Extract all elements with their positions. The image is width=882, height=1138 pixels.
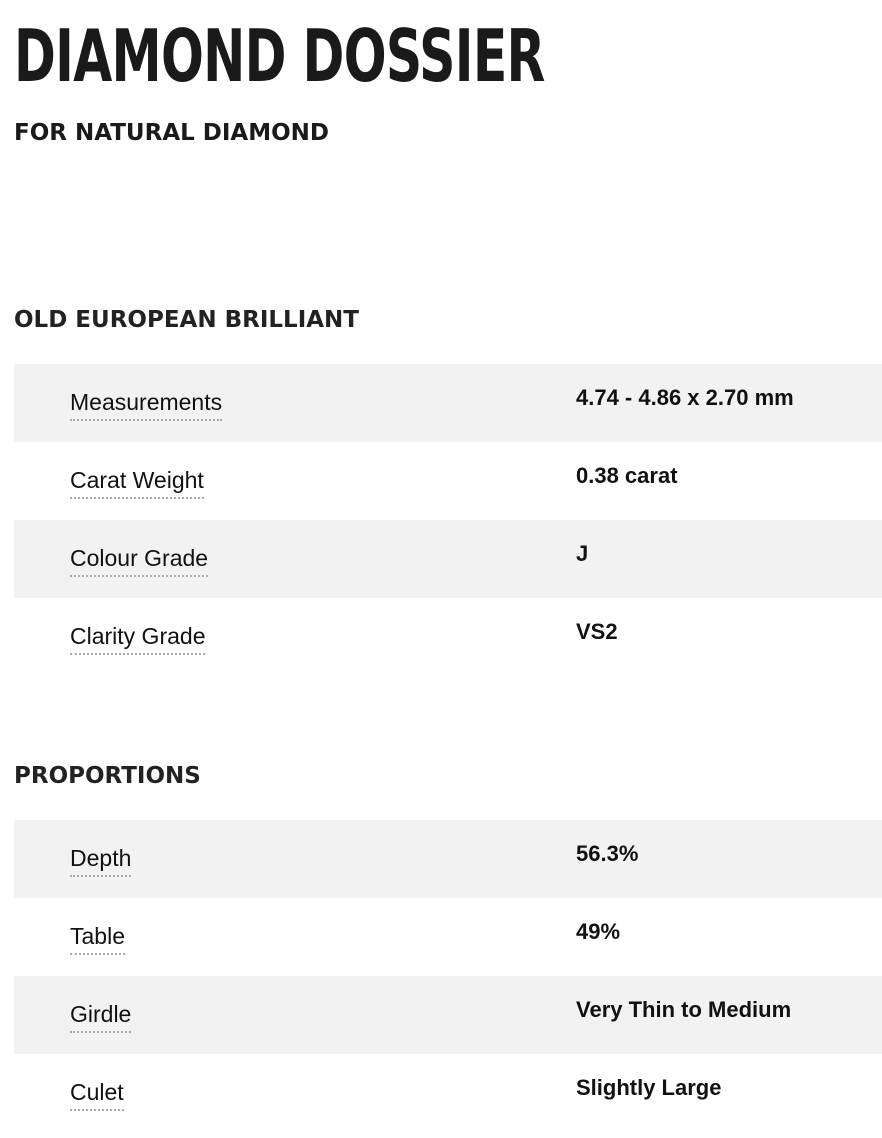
spec-label-girdle[interactable]: Girdle	[70, 1000, 131, 1033]
section-heading-proportions: PROPORTIONS	[14, 763, 201, 789]
spec-row-culet	[14, 1054, 882, 1132]
spec-row-depth	[14, 820, 882, 898]
spec-row-girdle	[14, 976, 882, 1054]
spec-label-culet[interactable]: Culet	[70, 1078, 124, 1111]
spec-label-clarity-grade[interactable]: Clarity Grade	[70, 622, 205, 655]
spec-table-proportions	[14, 820, 882, 1132]
spec-value-colour-grade: J	[576, 541, 589, 566]
spec-row-clarity-grade	[14, 598, 882, 676]
spec-value-table: 49%	[576, 919, 621, 944]
spec-row-colour-grade	[14, 520, 882, 598]
page-subtitle: FOR NATURAL DIAMOND	[14, 120, 330, 146]
spec-value-depth: 56.3%	[576, 841, 639, 866]
spec-label-measurements[interactable]: Measurements	[70, 388, 222, 421]
section-heading-cut: OLD EUROPEAN BRILLIANT	[14, 307, 359, 333]
spec-label-depth[interactable]: Depth	[70, 844, 131, 877]
spec-value-carat-weight: 0.38 carat	[576, 463, 678, 488]
spec-label-colour-grade[interactable]: Colour Grade	[70, 544, 208, 577]
spec-value-measurements: 4.74 - 4.86 x 2.70 mm	[576, 385, 794, 410]
spec-value-clarity-grade: VS2	[576, 619, 618, 644]
spec-label-table[interactable]: Table	[70, 922, 125, 955]
spec-label-carat-weight[interactable]: Carat Weight	[70, 466, 204, 499]
spec-value-culet: Slightly Large	[576, 1075, 722, 1100]
page-title: DIAMOND DOSSIER	[14, 14, 545, 98]
spec-row-table	[14, 898, 882, 976]
spec-row-measurements	[14, 364, 882, 442]
spec-value-girdle: Very Thin to Medium	[576, 997, 792, 1022]
spec-row-carat-weight	[14, 442, 882, 520]
spec-table-cut	[14, 364, 882, 676]
